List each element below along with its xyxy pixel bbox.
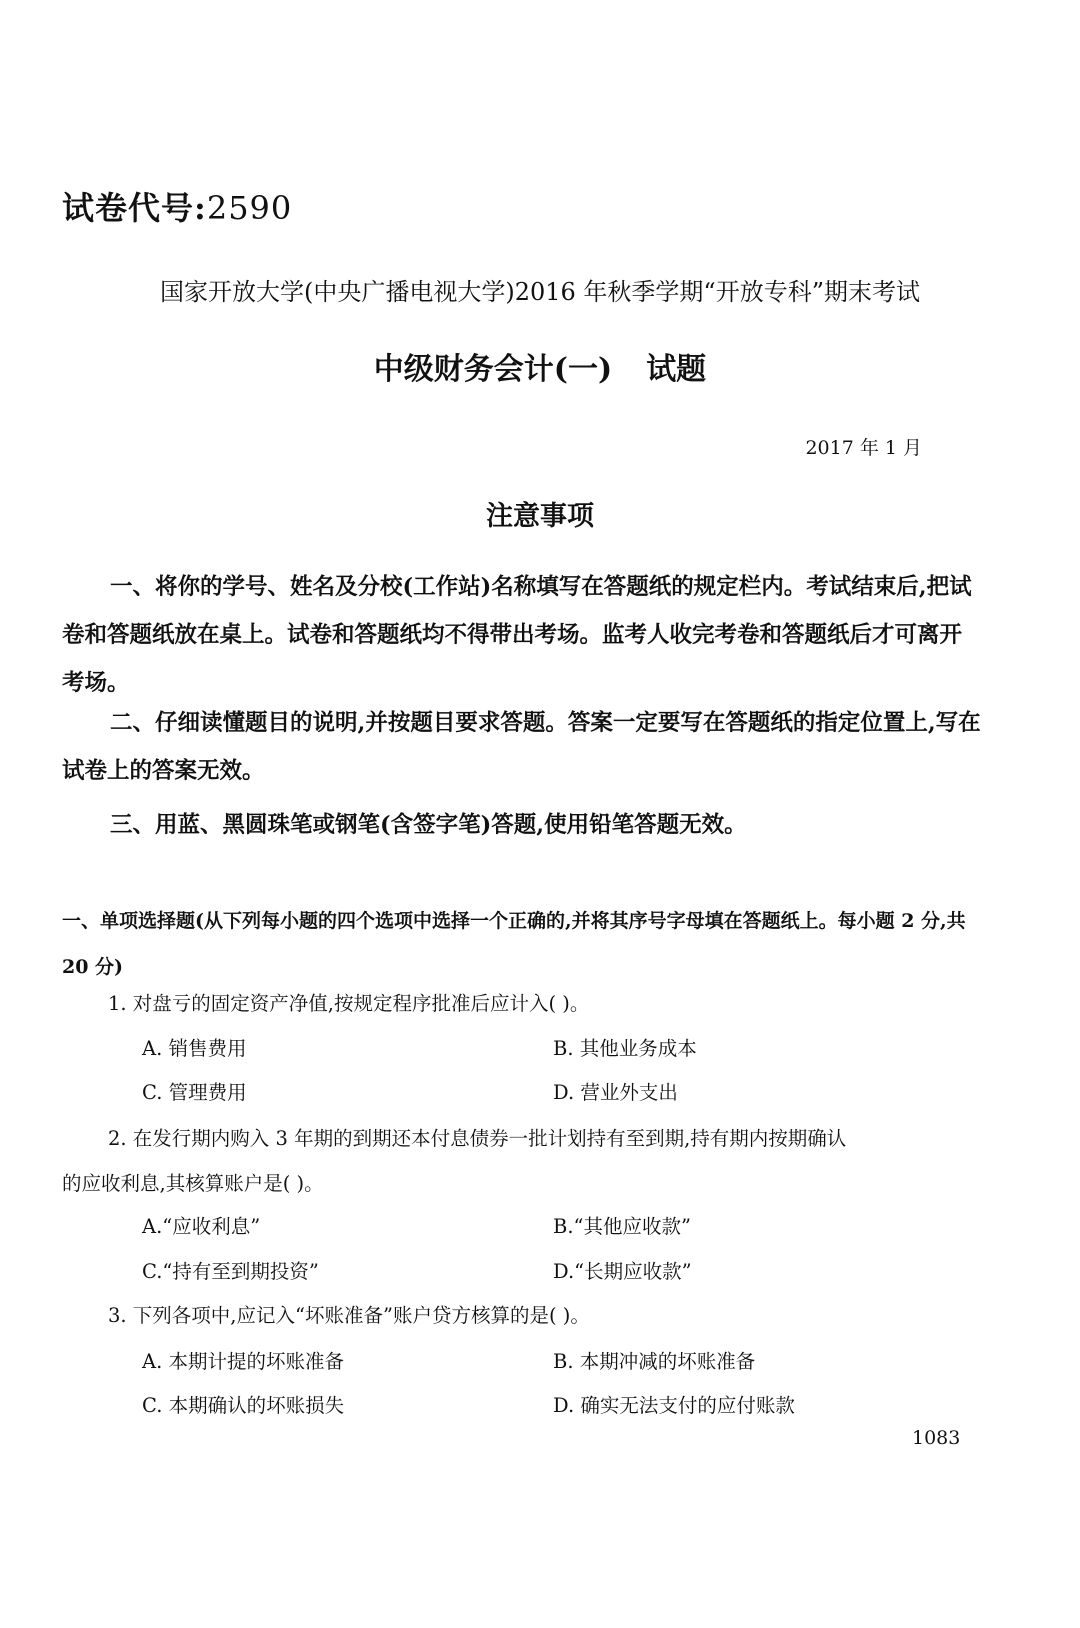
- exam-title: 国家开放大学(中央广播电视大学)2016 年秋季学期“开放专科”期末考试: [160, 278, 920, 306]
- notice-item: [62, 699, 984, 795]
- notice-item-text: 一、将你的学号、姓名及分校(工作站)名称填写在答题纸的规定栏内。考试结束后,把试卷和答题纸放在桌上。试卷和答题纸均不得带出考场。监考人收完考卷和答题纸后才可离开考场。: [62, 574, 972, 696]
- exam-code-value: 2590: [206, 189, 293, 227]
- question-1-text: 1. 对盘亏的固定资产净值,按规定程序批准后应计入( )。: [108, 992, 590, 1015]
- question-2-text: 2. 在发行期内购入 3 年期的到期还本付息债券一批计划持有至到期,持有期内按期确认: [108, 1127, 847, 1150]
- exam-code: [62, 183, 292, 229]
- notice-item: [62, 801, 984, 849]
- question-1-option-a: A. 销售费用: [142, 1037, 247, 1060]
- subject-suffix: 试题: [646, 352, 707, 387]
- page-number: 1083: [912, 1427, 961, 1449]
- question-3-option-c: C. 本期确认的坏账损失: [142, 1394, 345, 1417]
- section-heading: [62, 898, 996, 990]
- notice-item-text: 二、仔细读懂题目的说明,并按题目要求答题。答案一定要写在答题纸的指定位置上,写在试卷上的答案无效。: [62, 710, 981, 784]
- question-2-text-cont: 的应收利息,其核算账户是( )。: [62, 1172, 324, 1195]
- question-3-option-d: D. 确实无法支付的应付账款: [553, 1394, 795, 1417]
- subject-title: [0, 344, 1080, 388]
- notice-item: [62, 563, 984, 707]
- question-2-option-b: B.“其他应收款”: [553, 1215, 691, 1238]
- question-1-option-c: C. 管理费用: [142, 1081, 247, 1104]
- exam-code-label: 试卷代号:: [62, 189, 207, 227]
- question-1-option-b: B. 其他业务成本: [553, 1037, 697, 1060]
- question-1-option-d: D. 营业外支出: [553, 1081, 678, 1104]
- question-2-option-d: D.“长期应收款”: [553, 1260, 692, 1283]
- subject-name: 中级财务会计(一): [373, 352, 613, 387]
- section-heading-text: 一、单项选择题(从下列每小题的四个选项中选择一个正确的,并将其序号字母填在答题纸上。每小题 2 分,共 20 分): [62, 910, 966, 978]
- question-2-option-a: A.“应收利息”: [142, 1215, 261, 1238]
- exam-date: 2017 年 1 月: [805, 437, 922, 459]
- question-3-option-a: A. 本期计提的坏账准备: [142, 1350, 344, 1373]
- question-2-option-c: C.“持有至到期投资”: [142, 1260, 319, 1283]
- question-3-text: 3. 下列各项中,应记入“坏账准备”账户贷方核算的是( )。: [108, 1304, 590, 1327]
- notice-title: 注意事项: [486, 501, 594, 532]
- notice-item-text: 三、用蓝、黑圆珠笔或钢笔(含签字笔)答题,使用铅笔答题无效。: [110, 812, 747, 838]
- question-3-option-b: B. 本期冲减的坏账准备: [553, 1350, 756, 1373]
